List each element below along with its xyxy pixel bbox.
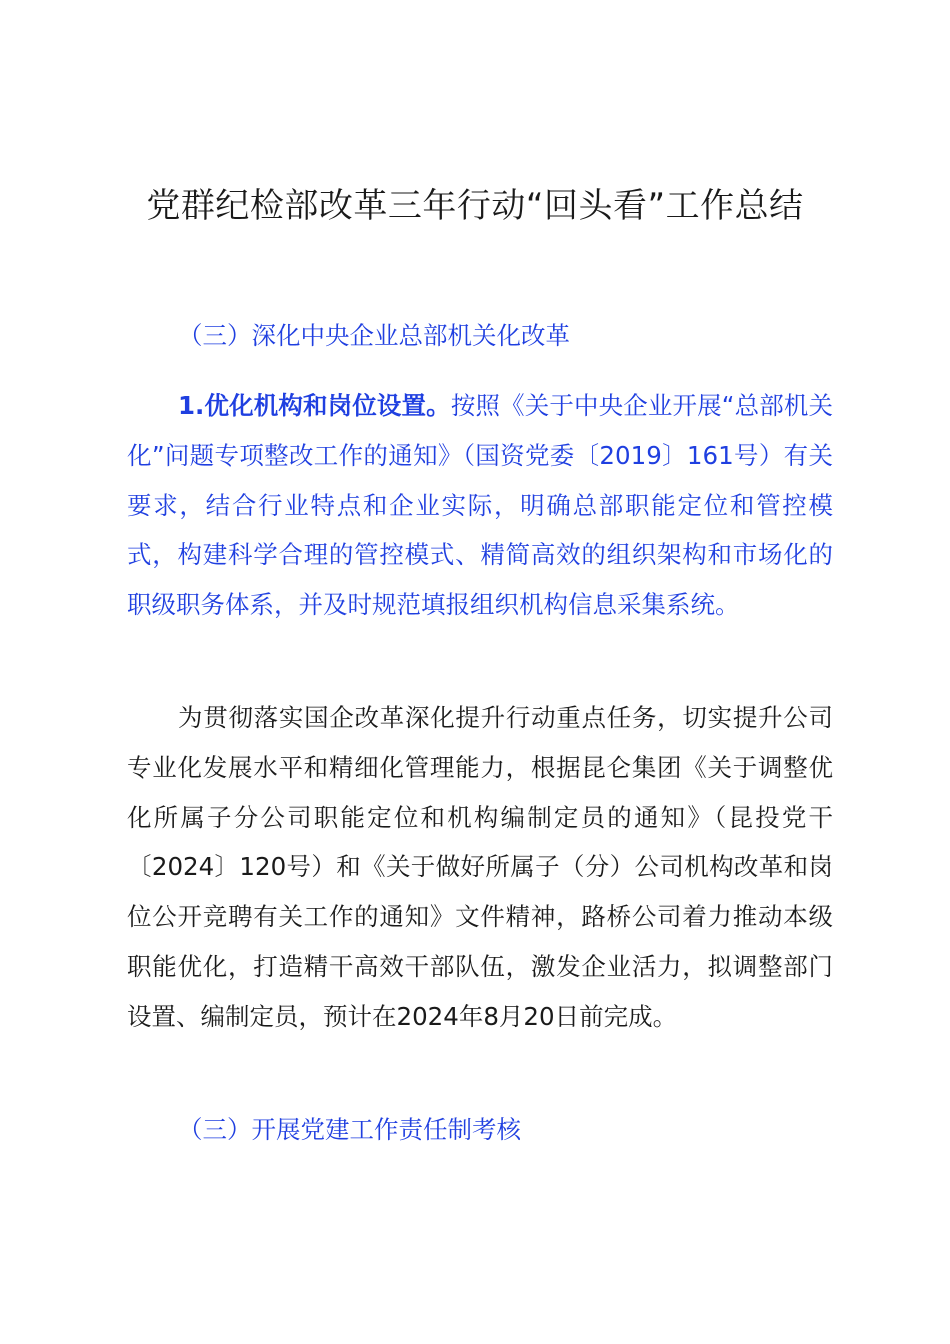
item-body-text: 按照《关于中央企业开展“总部机关化”问题专项整改工作的通知》（国资党委〔2019〕161号）有关要求，结合行业特点和企业实际，明确总部职能定位和管控模式，构建科学合理的管控模式、精简高效的组织架构和市场化的职级职务体系，并及时规范填报组织机构信息采集系统。 [127,391,833,620]
section-heading-party-responsibility: （三）开展党建工作责任制考核 [178,1115,521,1144]
body-paragraph-implementation: 为贯彻落实国企改革深化提升行动重点任务，切实提升公司专业化发展水平和精细化管理能力，根据昆仑集团《关于调整优化所属子分公司职能定位和机构编制定员的通知》（昆投党干〔2024〕120号）和《关于做好所属子（分）公司机构改革和岗位公开竞聘有关工作的通知》文件精神，路桥公司着力推动本级职能优化，打造精干高效干部队伍，激发企业活力，拟调整部门设置、编制定员，预计在2024年8月20日前完成。 [127,703,833,1031]
item-optimize-organization [127,381,833,630]
item-lead-text: 1.优化机构和岗位设置。 [178,391,451,420]
section-heading-deepen-reform: （三）深化中央企业总部机关化改革 [178,321,570,350]
document-title: 党群纪检部改革三年行动“回头看”工作总结 [146,186,804,226]
